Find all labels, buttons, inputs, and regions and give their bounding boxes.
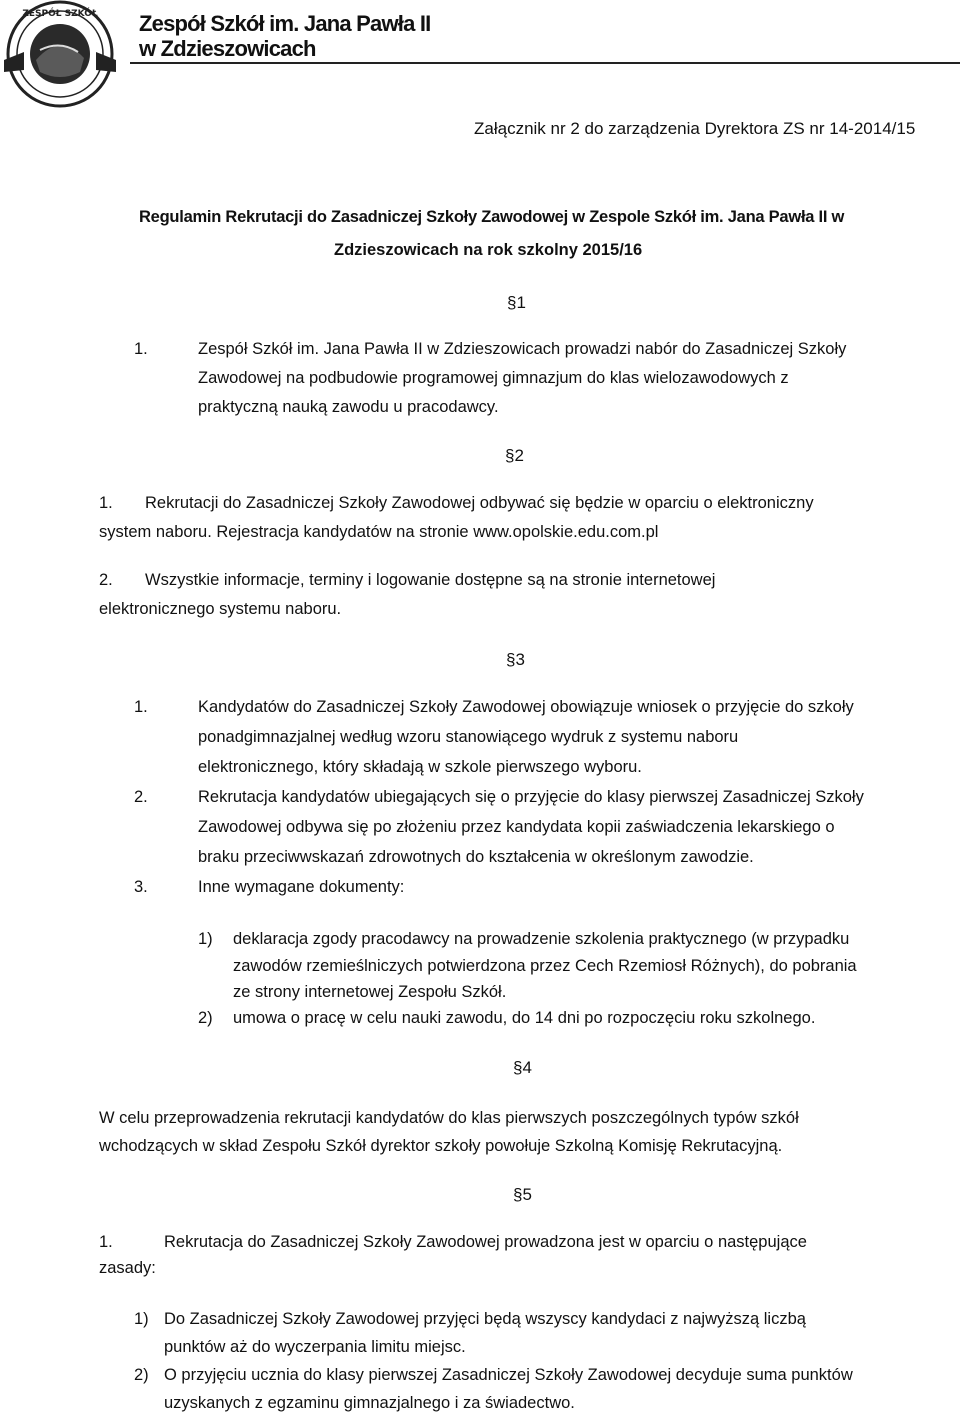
s2-item2-line1: Wszystkie informacje, terminy i logowanie dostępne są na stronie internetowej <box>145 571 716 589</box>
s2-item1-line2: system naboru. Rejestracja kandydatów na stronie www.opolskie.edu.com.pl <box>99 523 659 541</box>
s2-item1-line1: Rekrutacji do Zasadniczej Szkoły Zawodowej odbywać się będzie w oparciu o elektroniczny <box>145 494 814 512</box>
s3-item2-number: 2. <box>134 788 148 806</box>
doc-title-line1: Regulamin Rekrutacji do Zasadniczej Szkoły Zawodowej w Zespole Szkół im. Jana Pawła II w <box>139 208 845 226</box>
s1-text-line2: Zawodowej na podbudowie programowej gimnazjum do klas wielozawodowych z <box>198 369 789 387</box>
s3-item1-number: 1. <box>134 698 148 716</box>
school-logo <box>0 0 122 110</box>
section-3-heading: §3 <box>506 650 525 669</box>
s2-item2-number: 2. <box>99 571 113 589</box>
s3-item3-line1: Inne wymagane dokumenty: <box>198 878 405 896</box>
school-name-line1: Zespół Szkół im. Jana Pawła II <box>139 11 431 36</box>
s5-sub1-line1: Do Zasadniczej Szkoły Zawodowej przyjęci będą wszyscy kandydaci z najwyższą liczbą <box>164 1310 806 1328</box>
s5-sub2-number: 2) <box>134 1366 149 1384</box>
s1-text-line1: Zespół Szkół im. Jana Pawła II w Zdzieszowicach prowadzi nabór do Zasadniczej Szkoły <box>198 340 847 358</box>
s3-item2-line3: braku przeciwwskazań zdrowotnych do kształcenia w określonym zawodzie. <box>198 848 754 866</box>
s3-item1-line1: Kandydatów do Zasadniczej Szkoły Zawodowej obowiązuje wniosek o przyjęcie do szkoły <box>198 698 854 716</box>
s5-sub1-number: 1) <box>134 1310 149 1328</box>
s3-sub1-line2: zawodów rzemieślniczych potwierdzona przez Cech Rzemiosł Różnych), do pobrania <box>233 957 857 975</box>
logo-text: ZESPÓŁ SZKÓŁ <box>22 9 98 19</box>
s3-item2-line1: Rekrutacja kandydatów ubiegających się o przyjęcie do klasy pierwszej Zasadniczej Szkoły <box>198 788 864 806</box>
s3-sub1-line3: ze strony internetowej Zespołu Szkół. <box>233 983 507 1001</box>
section-4-heading: §4 <box>513 1058 532 1077</box>
doc-title-line2: Zdzieszowicach na rok szkolny 2015/16 <box>334 241 643 259</box>
s5-sub2-line1: O przyjęciu ucznia do klasy pierwszej Zasadniczej Szkoły Zawodowej decyduje suma punktów <box>164 1366 853 1384</box>
s5-item1-number: 1. <box>99 1233 113 1251</box>
s3-sub2-number: 2) <box>198 1009 213 1027</box>
s2-item1-number: 1. <box>99 494 113 512</box>
section-2-heading: §2 <box>505 446 524 465</box>
section-1-heading: §1 <box>507 293 526 312</box>
s3-item2-line2: Zawodowej odbywa się po złożeniu przez kandydata kopii zaświadczenia lekarskiego o <box>198 818 835 836</box>
s2-item2-line2: elektronicznego systemu naboru. <box>99 600 342 618</box>
s3-item1-line2: ponadgimnazjalnej według wzoru stanowiącego wydruk z systemu naboru <box>198 728 739 746</box>
s4-line1: W celu przeprowadzenia rekrutacji kandydatów do klas pierwszych poszczególnych typów szkół <box>99 1109 799 1127</box>
s1-text-line3: praktyczną nauką zawodu u pracodawcy. <box>198 398 499 416</box>
s3-item1-line3: elektronicznego, który składają w szkole pierwszego wyboru. <box>198 758 642 776</box>
school-name-line2: w Zdzieszowicach <box>139 36 316 61</box>
s3-item3-number: 3. <box>134 878 148 896</box>
s3-sub2-line1: umowa o pracę w celu nauki zawodu, do 14 dni po rozpoczęciu roku szkolnego. <box>233 1009 816 1027</box>
s3-sub1-number: 1) <box>198 930 213 948</box>
s4-line2: wchodzących w skład Zespołu Szkół dyrektor szkoły powołuje Szkolną Komisję Rekrutacyjną. <box>99 1137 783 1155</box>
section-5-heading: §5 <box>513 1185 532 1204</box>
s5-sub1-line2: punktów aż do wyczerpania limitu miejsc. <box>164 1338 466 1356</box>
s5-item1-line1: Rekrutacja do Zasadniczej Szkoły Zawodowej prowadzona jest w oparciu o następujące <box>164 1233 807 1251</box>
header-rule <box>130 62 960 64</box>
s3-sub1-line1: deklaracja zgody pracodawcy na prowadzenie szkolenia praktycznego (w przypadku <box>233 930 850 948</box>
s5-item1-line2: zasady: <box>99 1259 156 1277</box>
annex-note: Załącznik nr 2 do zarządzenia Dyrektora ZS nr 14-2014/15 <box>474 119 916 138</box>
s5-sub2-line2: uzyskanych z egzaminu gimnazjalnego i za świadectwo. <box>164 1394 575 1412</box>
s1-item-number: 1. <box>134 340 148 358</box>
